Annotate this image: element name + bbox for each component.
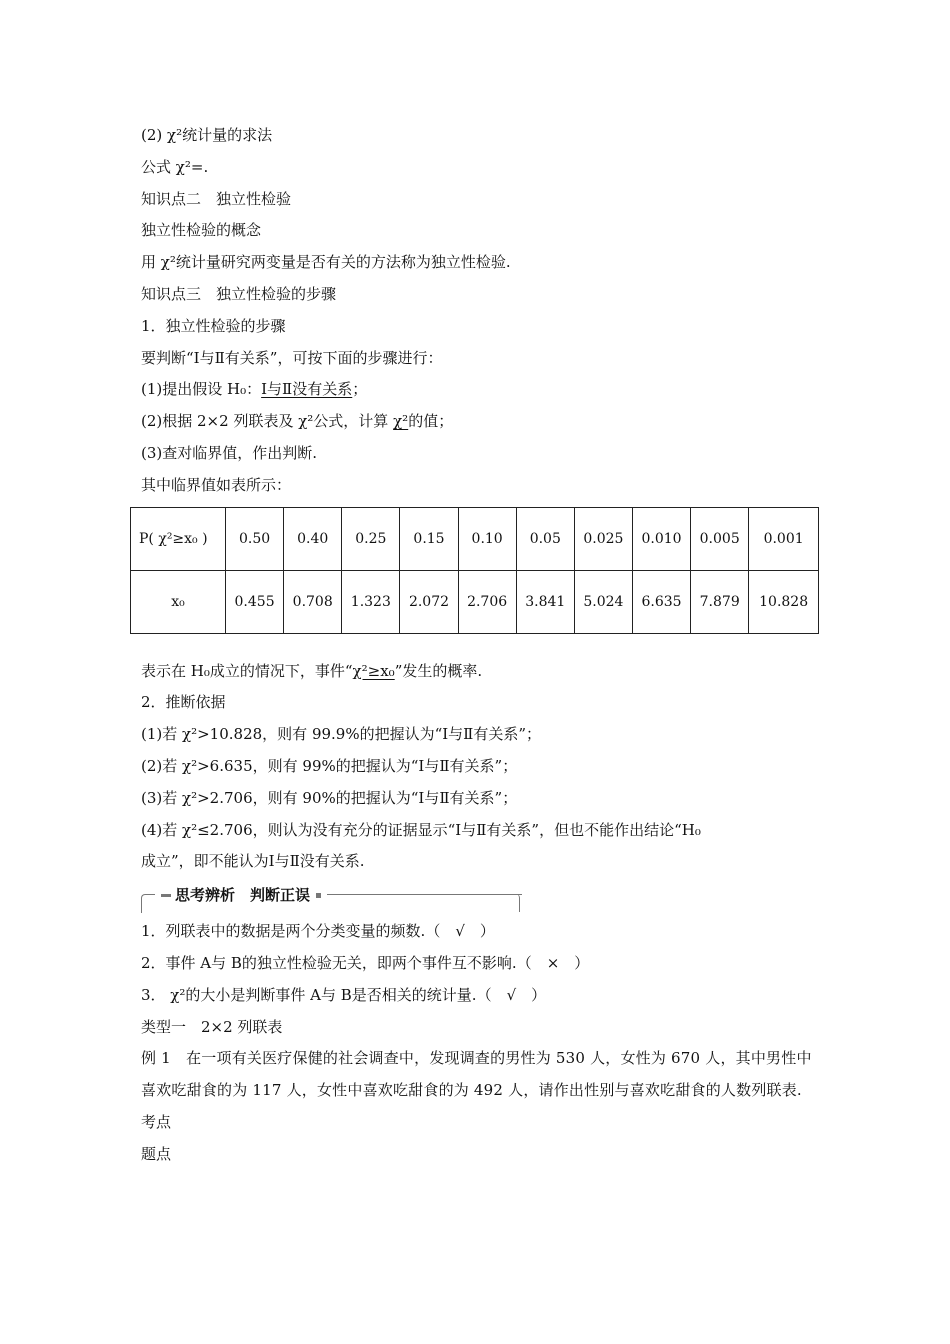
text-line: 2．推断依据 <box>141 693 226 712</box>
critical-value-table <box>130 507 819 634</box>
text-line: 公式 χ²=. <box>141 157 209 176</box>
table-cell: 2.706 <box>458 570 516 633</box>
banner-title: 思考辨析 判断正误 <box>155 884 327 905</box>
table-cell: 0.05 <box>516 507 574 570</box>
text-line <box>141 656 821 688</box>
text-line: 其中临界值如表所示： <box>141 475 292 494</box>
table-cell: 2.072 <box>400 570 458 633</box>
step-text: 的值； <box>408 412 454 431</box>
section-heading: 知识点二 独立性检验 <box>141 189 292 208</box>
table-cell: 0.25 <box>342 507 400 570</box>
document-page <box>141 120 821 1171</box>
text-line: 成立”，即不能认为Ⅰ与Ⅱ没有关系. <box>141 852 365 871</box>
table-row <box>131 507 819 570</box>
table-cell: 0.001 <box>749 507 819 570</box>
text-span: ”发生的概率. <box>394 661 483 680</box>
table-cell: 0.708 <box>284 570 342 633</box>
text-line: 题点 <box>141 1144 172 1163</box>
blank-answer: χ²≥x₀ <box>352 661 395 680</box>
table-cell: 5.024 <box>574 570 632 633</box>
text-line: 2．事件 A与 B的独立性检验无关，即两个事件互不影响.（ × ） <box>141 953 590 972</box>
step-text: (2)根据 2×2 列联表及 χ²公式，计算 <box>141 412 394 431</box>
table-cell: 0.025 <box>574 507 632 570</box>
square-icon <box>316 893 321 898</box>
table-cell: 0.40 <box>284 507 342 570</box>
section-banner <box>141 882 821 916</box>
section-heading: 知识点三 独立性检验的步骤 <box>141 284 337 303</box>
text-line: (2)若 χ²>6.635，则有 99%的把握认为“Ⅰ与Ⅱ有关系”； <box>141 756 518 775</box>
step-line <box>141 406 821 438</box>
table-cell: 0.455 <box>226 570 284 633</box>
table-header-cell: x₀ <box>131 570 226 633</box>
text-line: 3． χ²的大小是判断事件 A与 B是否相关的统计量.（ √ ） <box>141 985 547 1004</box>
text-line: 用 χ²统计量研究两变量是否有关的方法称为独立性检验. <box>141 253 511 272</box>
table-cell: 0.15 <box>400 507 458 570</box>
section-heading: 类型一 2×2 列联表 <box>141 1017 283 1036</box>
table-cell: 7.879 <box>691 570 749 633</box>
step-text: (1)提出假设 H₀： <box>141 380 262 399</box>
table-cell: 0.10 <box>458 507 516 570</box>
table-cell: 0.005 <box>691 507 749 570</box>
table-cell: 1.323 <box>342 570 400 633</box>
step-text: ； <box>352 380 368 399</box>
text-line: 1．独立性检验的步骤 <box>141 316 286 335</box>
text-line: (3)查对临界值，作出判断. <box>141 443 318 462</box>
example-paragraph: 例 1 在一项有关医疗保健的社会调查中，发现调查的男性为 530 人，女性为 670 人，其中男性中喜欢吃甜食的为 117 人，女性中喜欢吃甜食的为 492 人，请作出性别与喜欢吃甜食的人数列联表. <box>141 1049 812 1100</box>
text-line: (4)若 χ²≤2.706，则认为没有充分的证据显示“Ⅰ与Ⅱ有关系”，但也不能作出结论“H₀ <box>141 820 701 839</box>
step-line <box>141 374 821 406</box>
table-cell: 10.828 <box>749 570 819 633</box>
text-line: (3)若 χ²>2.706，则有 90%的把握认为“Ⅰ与Ⅱ有关系”； <box>141 788 518 807</box>
text-line: 独立性检验的概念 <box>141 221 262 240</box>
blank-answer: χ² <box>393 412 409 431</box>
text-line: 1．列联表中的数据是两个分类变量的频数.（ √ ） <box>141 922 495 941</box>
dash-icon <box>161 894 171 897</box>
text-line: 考点 <box>141 1112 172 1131</box>
table-cell: 3.841 <box>516 570 574 633</box>
table-row <box>131 570 819 633</box>
blank-answer: Ⅰ与Ⅱ没有关系 <box>261 380 353 399</box>
table-cell: 6.635 <box>632 570 690 633</box>
text-line: 要判断“Ⅰ与Ⅱ有关系”，可按下面的步骤进行： <box>141 348 443 367</box>
text-span: 表示在 H₀成立的情况下，事件“ <box>141 661 353 680</box>
table-header-cell: P( χ²≥x₀ ) <box>131 507 226 570</box>
text-line: (1)若 χ²>10.828，则有 99.9%的把握认为“Ⅰ与Ⅱ有关系”； <box>141 725 542 744</box>
text-line: (2) χ²统计量的求法 <box>141 126 273 144</box>
table-cell: 0.010 <box>632 507 690 570</box>
table-cell: 0.50 <box>226 507 284 570</box>
